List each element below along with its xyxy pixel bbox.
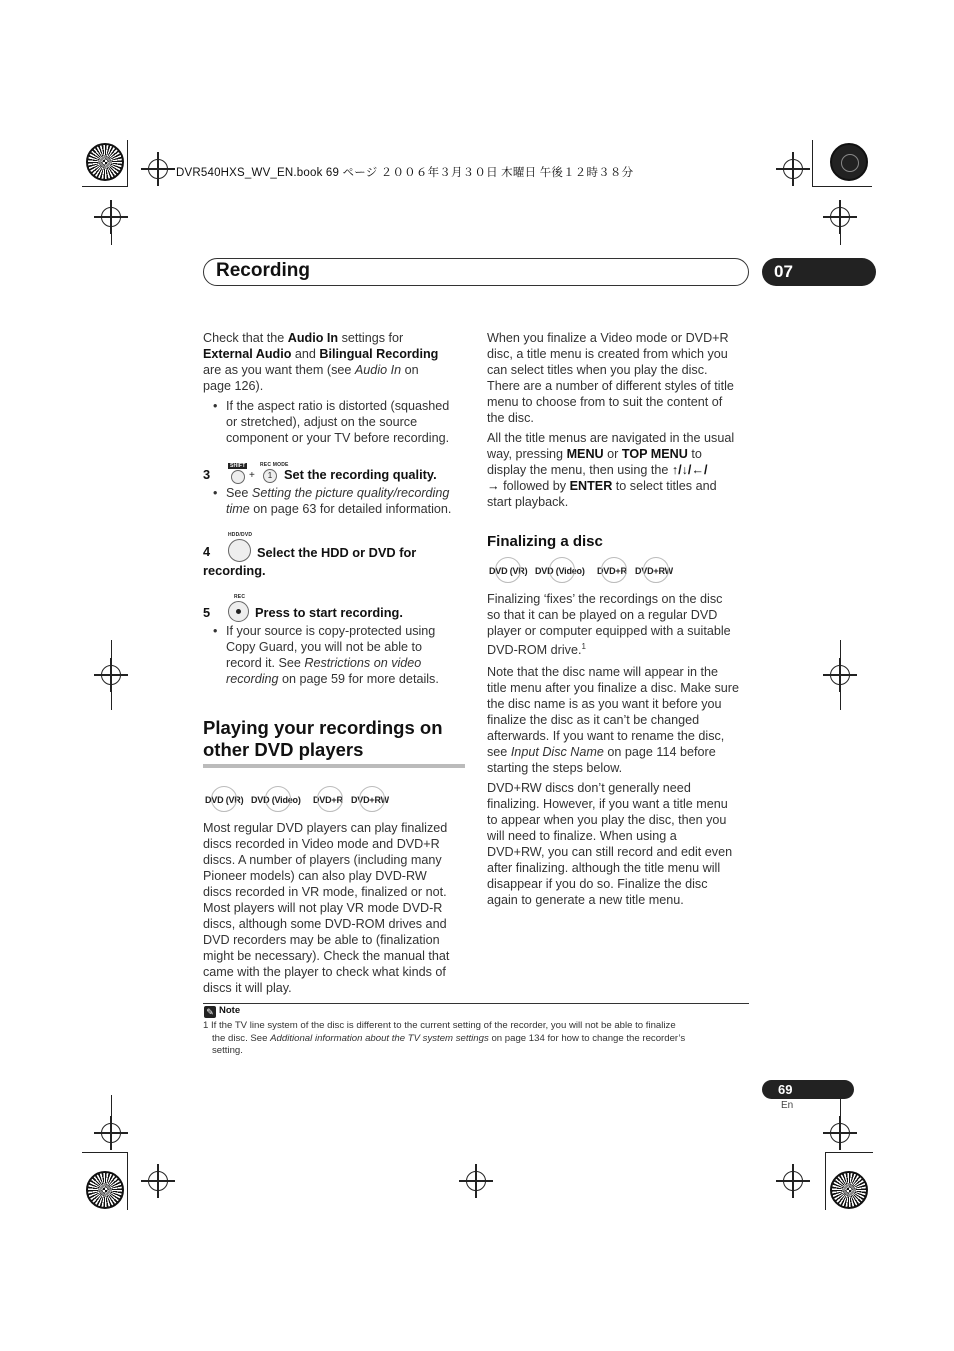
note-label: Note — [219, 1005, 241, 1016]
note-rule — [203, 1003, 749, 1004]
rec-mode-button-label: REC MODE — [260, 462, 289, 468]
arrow-keys-icon: ↑/↓/←/ — [671, 463, 708, 477]
arrow-right-icon: → — [487, 479, 500, 493]
crosshair-icon — [101, 207, 121, 227]
step-4-text: Select the HDD or DVD for recording. — [203, 545, 417, 578]
registration-dial-icon — [86, 143, 124, 181]
aspect-ratio-bullet: • If the aspect ratio is distorted (squashed or stretched), adjust on the source component or your TV before recording. — [226, 398, 471, 446]
chapter-number: 07 — [762, 258, 876, 286]
disc-name-paragraph: Note that the disc name will appear in the title menu after you finalize a disc. Make sure the disc name is as you want it before you finalize the disc as it can’t be changed afterwards. If you want to rename the disc, see Input Disc Name on page 114 before starting the steps below. — [487, 665, 739, 775]
language-code: En — [781, 1100, 794, 1111]
crosshair-icon — [830, 665, 850, 685]
crosshair-icon — [830, 207, 850, 227]
shift-button-icon — [231, 470, 245, 484]
footnote: 1 If the TV line system of the disc is different to the current setting of the recorder, you will not be able to finalize the disc. See Additional information about the TV system settings on page 134 for how to change the recorder’s setting. — [203, 1020, 686, 1057]
finalizing-paragraph: Finalizing ‘fixes’ the recordings on the disc so that it can be played on a regular DVD player or computer equipped with a suitable DVD-ROM drive.$^1$ — [487, 592, 731, 658]
crosshair-icon — [101, 665, 121, 685]
page-number: 69 — [762, 1080, 854, 1099]
disc-badge-dvd-vr: DVD (VR) — [489, 566, 527, 576]
dvd-rw-paragraph: DVD+RW discs don’t generally need finalizing. However, if you want a title menu to appear when you play the disc, then you will need to finalize. When using a DVD+RW, you can still record and edit even after finalizing. although the title menu will disappear if you do so. Finalize the disc again to generate a new title menu. — [487, 781, 733, 907]
disc-badge-dvd-video: DVD (Video) — [535, 566, 585, 576]
crosshair-icon — [101, 1123, 121, 1143]
page-title: Recording — [216, 260, 310, 281]
step-3-text: Set the recording quality. — [284, 467, 437, 482]
registration-dial-icon — [86, 1171, 124, 1209]
step-4-number: 4 — [203, 544, 211, 559]
title-menu-paragraph: When you finalize a Video mode or DVD+R disc, a title menu is created from which you can select titles when you play the disc. There are a number of different styles of title menu to choose from to suit the content of the disc. — [487, 331, 734, 425]
file-info: DVR540HXS_WV_EN.book 69 ページ ２００６年３月３０日 木曜日 午後１２時３８分 — [176, 167, 634, 179]
step-3-bullet: • See Setting the picture quality/recording time on page 63 for detailed information. — [226, 485, 471, 517]
step-3-number: 3 — [203, 467, 211, 482]
finalizing-heading: Finalizing a disc — [487, 533, 603, 550]
intro-paragraph: Check that the Audio In settings for External Audio and Bilingual Recording are as you want them (see Audio In on page 126). — [203, 331, 439, 393]
disc-badge-dvd-r: DVD+R — [313, 795, 343, 805]
note-icon: ✎ — [204, 1006, 216, 1018]
plus-sign: + — [249, 470, 255, 481]
crosshair-icon — [783, 159, 803, 179]
heading-rule — [203, 764, 465, 768]
crosshair-icon — [148, 1171, 168, 1191]
rec-button-label: REC — [234, 594, 246, 600]
disc-badge-dvd-vr: DVD (VR) — [205, 795, 243, 805]
rec-button-icon — [228, 601, 249, 622]
navigation-paragraph: All the title menus are navigated in the usual way, pressing MENU or TOP MENU to display the menu, then using the ↑/↓/←/ → followed by ENTER to select titles and start playback. — [487, 431, 735, 509]
disc-badge-dvd-rw: DVD+RW — [635, 566, 673, 576]
step-5-bullet: • If your source is copy-protected using Copy Guard, you will not be able to record it. See Restrictions on video recording on page 59 for more details. — [226, 623, 471, 687]
crosshair-icon — [830, 1123, 850, 1143]
step-5-text: Press to start recording. — [255, 605, 403, 620]
shift-button-label: SHIFT — [230, 463, 246, 469]
crosshair-icon — [466, 1171, 486, 1191]
registration-dial-icon — [830, 143, 868, 181]
disc-badge-dvd-video: DVD (Video) — [251, 795, 301, 805]
step-5-number: 5 — [203, 605, 211, 620]
rec-mode-button-icon: 1 — [263, 469, 277, 483]
section-heading: Playing your recordings on other DVD players — [203, 717, 443, 760]
crosshair-icon — [783, 1171, 803, 1191]
crosshair-icon — [148, 159, 168, 179]
hdd-dvd-button-label: HDD/DVD — [228, 532, 253, 538]
disc-badge-dvd-rw: DVD+RW — [351, 795, 389, 805]
players-paragraph: Most regular DVD players can play finalized discs recorded in Video mode and DVD+R discs. A number of players (including many Pioneer models) can also play DVD-RW discs recorded in VR mode, finalized or not. Most players will not play VR mode DVD-R discs, although some DVD-ROM drives and DVD recorders may be able to (finalization might be necessary). Check the manual that came with the player to check what kinds of discs it will play. — [203, 821, 450, 995]
registration-dial-icon — [830, 1171, 868, 1209]
disc-badge-dvd-r: DVD+R — [597, 566, 627, 576]
